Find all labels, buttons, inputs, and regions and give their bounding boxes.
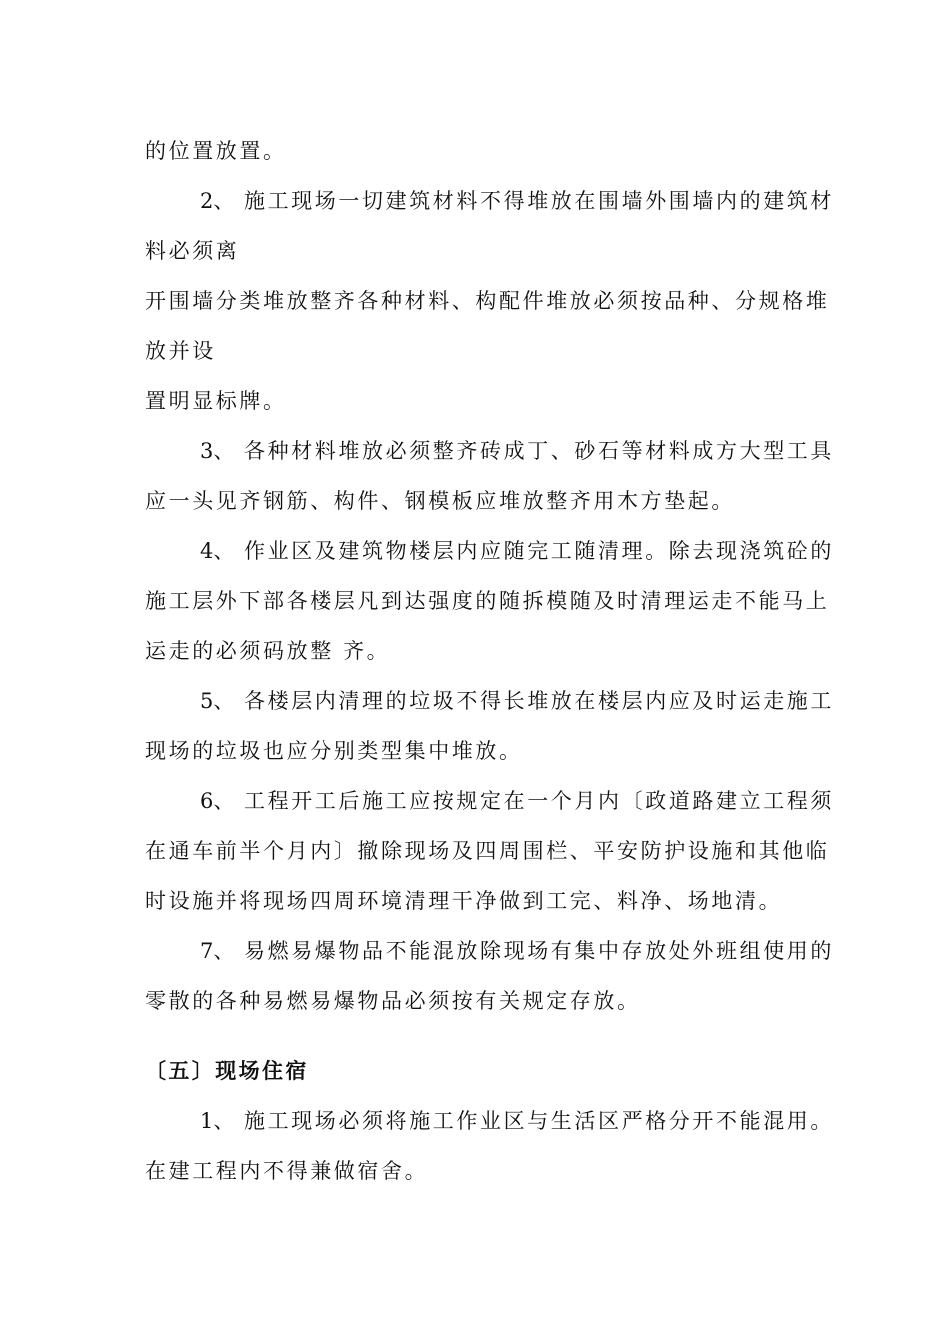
item-text: 各楼层内清理的垃圾不得长堆放在楼层内应及时运走施工 — [244, 689, 834, 713]
item-7-first-line — [200, 936, 834, 966]
item-4-line: 施工层外下部各楼层凡到达强度的随拆模随及时清理运走不能马上 — [145, 589, 830, 613]
item-4-line: 运走的必须码放整 齐。 — [145, 639, 391, 663]
item-6-line: 在通车前半个月内〕撤除现场及四周围栏、平安防护设施和其他临 — [145, 839, 830, 863]
item-number: 3、 — [200, 439, 235, 463]
item-number: 5、 — [200, 689, 235, 713]
item-2-line: 料必须离 — [145, 239, 240, 263]
item-5-line: 现场的垃圾也应分别类型集中堆放。 — [145, 739, 523, 763]
item-number: 7、 — [200, 939, 235, 963]
section5-item-1-line: 在建工程内不得兼做宿舍。 — [145, 1159, 429, 1183]
section-heading: 〔五〕现场住宿 — [145, 1058, 309, 1083]
item-7-line: 零散的各种易燃易爆物品必须按有关规定存放。 — [145, 989, 641, 1013]
item-number: 2、 — [200, 189, 235, 213]
item-number: 1、 — [200, 1109, 235, 1133]
item-2-line: 开围墙分类堆放整齐各种材料、构配件堆放必须按品种、分规格堆 — [145, 289, 830, 313]
item-text: 各种材料堆放必须整齐砖成丁、砂石等材料成方大型工具 — [244, 439, 834, 463]
section5-item-1-first-line — [200, 1106, 834, 1136]
item-text: 工程开工后施工应按规定在一个月内〔政道路建立工程须 — [244, 789, 834, 813]
item-text: 作业区及建筑物楼层内应随完工随清理。除去现浇筑砼的 — [244, 539, 834, 563]
item-text: 施工现场一切建筑材料不得堆放在围墙外围墙内的建筑材 — [244, 189, 834, 213]
item-5-first-line — [200, 686, 834, 716]
item-4-first-line — [200, 536, 834, 566]
item-number: 4、 — [200, 539, 235, 563]
item-2-line: 放并设 — [145, 339, 216, 363]
item-text: 易燃易爆物品不能混放除现场有集中存放处外班组使用的 — [244, 939, 834, 963]
item-2-first-line — [200, 186, 834, 216]
item-3-line: 应一头见齐钢筋、构件、钢模板应堆放整齐用木方垫起。 — [145, 489, 735, 513]
item-2-line: 置明显标牌。 — [145, 389, 287, 413]
item-3-first-line — [200, 436, 834, 466]
item-number: 6、 — [200, 789, 235, 813]
item-6-first-line — [200, 786, 834, 816]
item-text: 施工现场必须将施工作业区与生活区严格分开不能混用。 — [244, 1109, 834, 1133]
item-6-line: 时设施并将现场四周环境清理干净做到工完、料净、场地清。 — [145, 889, 783, 913]
intro-tail-line: 的位置放置。 — [145, 139, 287, 163]
